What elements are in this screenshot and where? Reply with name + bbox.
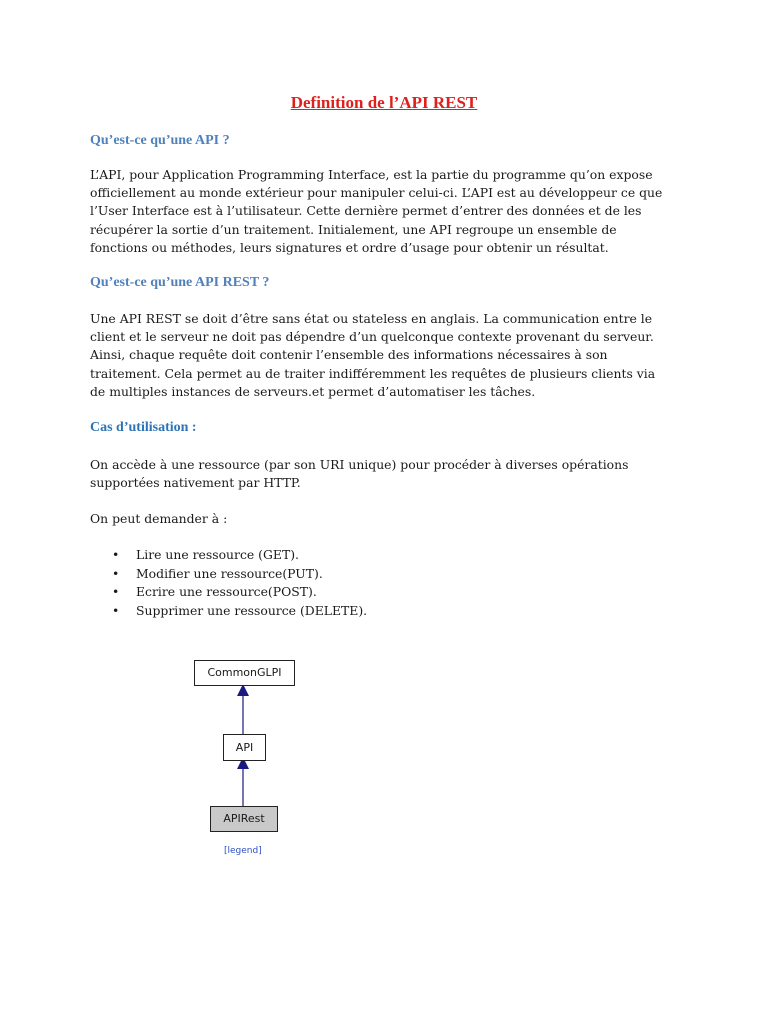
list-item (90, 583, 367, 602)
list-item-text: Lire une ressource (GET). (136, 547, 299, 562)
section-heading-api-rest: Qu’est-ce qu’une API REST ? (90, 275, 270, 290)
diagram-legend-link[interactable]: [legend] (224, 846, 262, 856)
section-heading-use-cases: Cas d’utilisation : (90, 420, 197, 435)
section-heading-api: Qu’est-ce qu’une API ? (90, 133, 230, 148)
bullet-icon: • (112, 547, 120, 562)
list-item-text: Ecrire une ressource(POST). (136, 584, 317, 600)
inheritance-diagram (180, 650, 320, 870)
bullet-icon: • (112, 584, 120, 600)
list-item (90, 546, 367, 565)
bullet-icon: • (112, 565, 120, 581)
diagram-node-apirest: APIRest (210, 806, 278, 832)
list-item (90, 565, 367, 584)
document-title: Definition de l’API REST (290, 93, 478, 112)
diagram-node-api[interactable]: API (223, 734, 266, 761)
operations-list (90, 546, 367, 620)
list-item-text: Modifier une ressource(PUT). (136, 565, 323, 581)
section-body-use-cases: On accède à une ressource (par son URI unique) pour procéder à diverses opérations supportées nativement par HTTP. (90, 457, 629, 491)
list-item-text: Supprimer une ressource (DELETE). (136, 602, 368, 618)
list-item (90, 602, 367, 621)
diagram-node-commonglpi[interactable]: CommonGLPI (194, 660, 295, 686)
list-intro: On peut demander à : (90, 511, 228, 526)
bullet-icon: • (112, 602, 120, 618)
section-body-api-rest: Une API REST se doit d’être sans état ou stateless en anglais. La communication entre le client et le serveur ne doit pas dépendre d’un quelconque contexte provenant du serveur. Ainsi, chaque requête doit contenir l’ensemble des informations nécessaires à son traitement. Cela permet au de traiter indifféremment les requêtes de plusieurs clients via de multiples instances de serveurs.et permet d’automatiser les tâches. (90, 311, 656, 399)
section-body-api: L’API, pour Application Programming Interface, est la partie du programme qu’on expose officiellement au monde extérieur pour manipuler celui-ci. L’API est au développeur ce que l’User Interface est à l’utilisateur. Cette dernière permet d’entrer des données et de les récupérer la sortie d’un traitement. Initialement, une API regroupe un ensemble de fonctions ou méthodes, leurs signatures et ordre d’usage pour obtenir un résultat. (90, 167, 663, 255)
